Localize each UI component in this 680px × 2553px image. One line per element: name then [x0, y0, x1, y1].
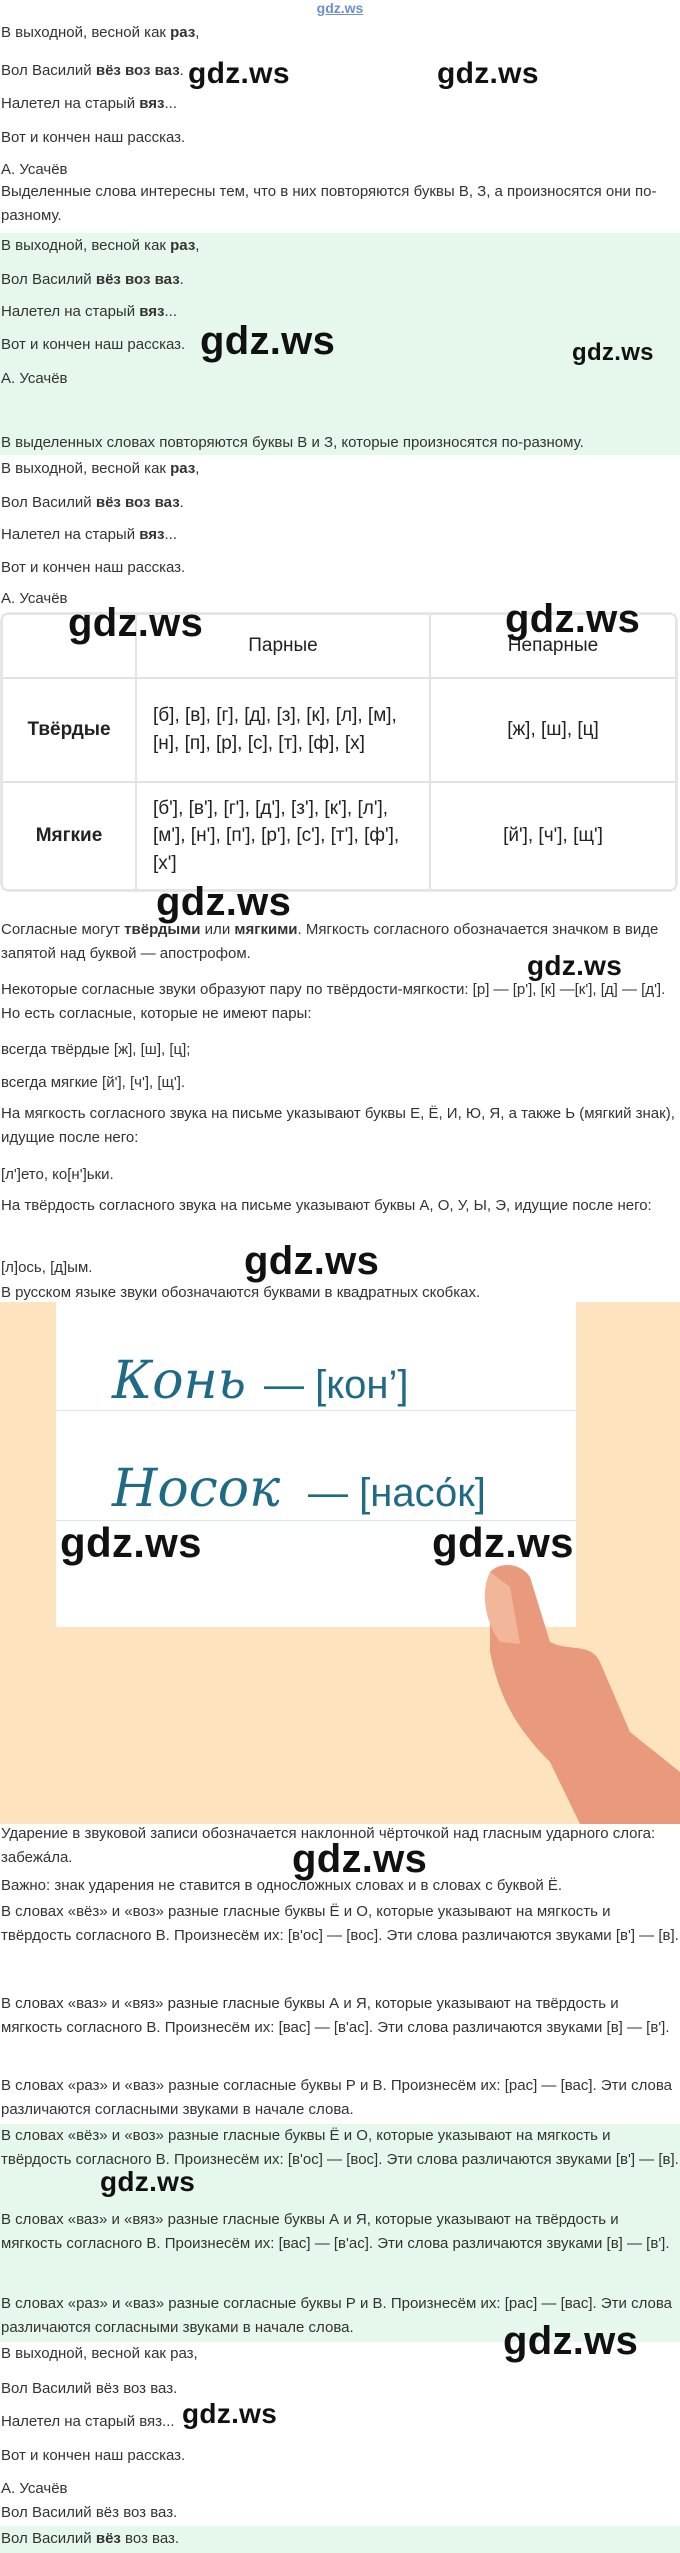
watermark: gdz.ws	[68, 601, 204, 645]
poem-line-4: Вот и кончен наш рассказ.	[1, 336, 186, 353]
watermark: gdz.ws	[505, 597, 641, 641]
table-row	[2, 782, 676, 890]
table-header-paired: Парные	[136, 614, 430, 678]
poem-line-1: В выходной, весной как раз,	[1, 24, 200, 41]
poem-plain-4: Вот и кончен наш рассказ.	[1, 2447, 186, 2464]
stress-p2: Важно: знак ударения не ставится в односложных словах и в словах с буквой Ё.	[1, 1877, 563, 1894]
watermark: gdz.ws	[200, 319, 336, 363]
theory-p1: Согласные могут твёрдыми или мягкими. Мягкость согласного обозначается значком в виде запятой над буквой — апострофом.	[1, 921, 659, 962]
header-link[interactable]: gdz.ws	[316, 0, 364, 16]
cell-unpaired-hard: [ж], [ш], [ц]	[430, 678, 676, 782]
table-row	[2, 678, 676, 782]
theory-p7: На твёрдость согласного звука на письме указывают буквы А, О, У, Ы, Э, идущие после него:	[1, 1197, 652, 1214]
consonants-table	[0, 612, 678, 892]
answer-text: В выделенных словах повторяются буквы В и З, которые произносятся по-разному.	[1, 434, 584, 451]
watermark: gdz.ws	[100, 2166, 196, 2197]
theory-p5: На мягкость согласного звука на письме указывают буквы Е, Ё, И, Ю, Я, а также Ь (мягкий знак), идущие после него:	[1, 1105, 675, 1146]
watermark: gdz.ws	[292, 1837, 428, 1881]
poem-line-2: Вол Василий вёз воз ваз.	[1, 271, 184, 288]
handwritten-word-2: Носок	[112, 1459, 281, 1519]
poem-line-3: Налетел на старый вяз...	[1, 95, 177, 112]
answer-block-2	[0, 2124, 680, 2342]
watermark: gdz.ws	[572, 339, 654, 366]
poem-line-2: Вол Василий вёз воз ваз.	[1, 62, 184, 79]
table-header-unpaired: Непарные	[430, 614, 676, 678]
handwritten-word-1: Конь	[112, 1351, 247, 1411]
cell-paired-soft: [б'], [в'], [г'], [д'], [з'], [к'], [л'], [м'], [н'], [п'], [р'], [с'], [т'], [ф'], [х']	[136, 782, 430, 890]
poem-plain-2: Вол Василий вёз воз ваз.	[1, 2380, 178, 2397]
poem-author: А. Усачёв	[1, 161, 68, 178]
poem-plain-3: Налетел на старый вяз...	[1, 2413, 175, 2430]
cell-unpaired-soft: [й'], [ч'], [щ']	[430, 782, 676, 890]
poem-plain-2: Вол Василий вёз воз ваз.	[1, 2504, 178, 2521]
explain-2: В словах «ваз» и «вяз» разные гласные буквы А и Я, которые указывают на твёрдость и мягкость согласного В. Произнесём их: [вас] — [в'ас]. Эти слова различаются звуками [в] — [в'].	[1, 1995, 670, 2036]
explain-3: В словах «раз» и «ваз» разные согласные буквы Р и В. Произнесём их: [рас] — [вас]. Эти слова различаются согласными звуками в начале слова.	[1, 2295, 672, 2336]
watermark: gdz.ws	[188, 57, 290, 90]
watermark: gdz.ws	[244, 1239, 380, 1283]
poem-plain-author: А. Усачёв	[1, 2480, 68, 2497]
poem-line-2: Вол Василий вёз воз ваз.	[1, 494, 184, 511]
poem-line-3: Налетел на старый вяз...	[1, 303, 177, 320]
poem-line-1: В выходной, весной как раз,	[1, 460, 200, 477]
row-label-hard: Твёрдые	[2, 678, 136, 782]
watermark: gdz.ws	[156, 880, 292, 924]
poem-line-4: Вот и кончен наш рассказ.	[1, 559, 186, 576]
poem-line-1: В выходной, весной как раз,	[1, 237, 200, 254]
explain-1: В словах «вёз» и «воз» разные гласные буквы Ё и О, которые указывают на мягкость и твёрдость согласного В. Произнесём их: [в'ос] — [вос]. Эти слова различаются звуками [в'] — [в].	[1, 1903, 679, 1944]
explain-3: В словах «раз» и «ваз» разные согласные буквы Р и В. Произнесём их: [рас] — [вас]. Эти слова различаются согласными звуками в начале слова.	[1, 2077, 672, 2118]
cell-paired-hard: [б], [в], [г], [д], [з], [к], [л], [м], [н], [п], [р], [с], [т], [ф], [х]	[136, 678, 430, 782]
theory-p4: всегда мягкие [й'], [ч'], [щ'].	[1, 1074, 186, 1091]
explain-1: В словах «вёз» и «воз» разные гласные буквы Ё и О, которые указывают на мягкость и твёрдость согласного В. Произнесём их: [в'ос] — [вос]. Эти слова различаются звуками [в'] — [в].	[1, 2127, 679, 2168]
theory-p3: всегда твёрдые [ж], [ш], [ц];	[1, 1041, 191, 1058]
poem-line-4: Вот и кончен наш рассказ.	[1, 129, 186, 146]
transcription-1: — [кон’]	[264, 1363, 409, 1407]
poem-plain-1: В выходной, весной как раз,	[1, 2345, 198, 2362]
watermark: gdz.ws	[182, 2398, 278, 2429]
stress-p1: Ударение в звуковой записи обозначается наклонной чёрточкой над гласным ударного слога: забежа́ла.	[1, 1825, 656, 1866]
poem-line-3: Налетел на старый вяз...	[1, 526, 177, 543]
row-label-soft: Мягкие	[2, 782, 136, 890]
poem-author: А. Усачёв	[1, 370, 68, 387]
theory-p8: [л]ось, [д]ым.	[1, 1259, 93, 1276]
explain-2: В словах «ваз» и «вяз» разные гласные буквы А и Я, которые указывают на твёрдость и мягкость согласного В. Произнесём их: [вас] — [в'ас]. Эти слова различаются звуками [в] — [в'].	[1, 2211, 670, 2252]
poem-line-highlight: Вол Василий вёз воз ваз.	[1, 2530, 180, 2547]
theory-p9: В русском языке звуки обозначаются буквами в квадратных скобках.	[1, 1284, 481, 1301]
watermark: gdz.ws	[503, 2319, 639, 2363]
theory-p2: Некоторые согласные звуки образуют пару по твёрдости-мягкости: [р] — [р'], [к] —[к'], [д] — [д']. Но есть согласные, которые не имеют пары:	[1, 981, 666, 1022]
watermark: gdz.ws	[432, 1519, 574, 1566]
theory-p6: [л']ето, ко[н']ьки.	[1, 1166, 114, 1183]
watermark: gdz.ws	[60, 1519, 202, 1566]
watermark: gdz.ws	[527, 950, 623, 981]
watermark: gdz.ws	[437, 57, 539, 90]
poem-author: А. Усачёв	[1, 590, 68, 607]
answer-block-3	[0, 2526, 680, 2553]
transcription-2: — [насо́к]	[308, 1471, 486, 1515]
hand-illustration	[430, 1532, 680, 1824]
intro-note: Выделенные слова интересны тем, что в них повторяются буквы В, З, а произносятся они по-разному.	[1, 183, 657, 224]
